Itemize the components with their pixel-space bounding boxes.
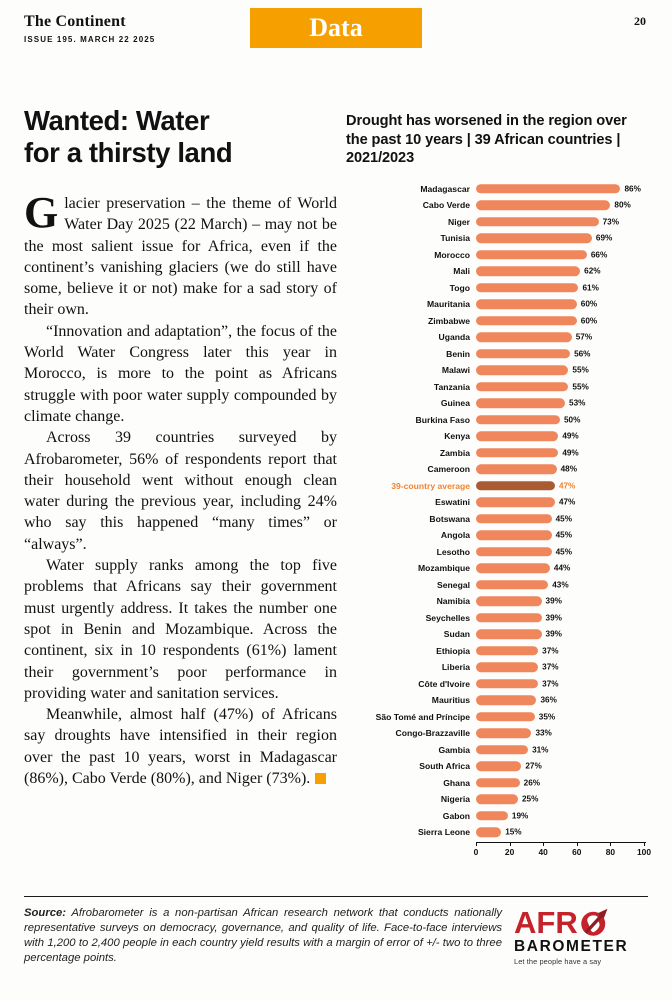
bar <box>476 762 521 772</box>
chart-row <box>346 247 652 264</box>
bar <box>476 267 580 277</box>
bar-track <box>476 742 646 759</box>
country-label: Senegal <box>437 579 470 590</box>
bar <box>476 531 552 541</box>
value-label: 49% <box>562 448 579 458</box>
chart-row <box>346 676 652 693</box>
bar <box>476 514 552 524</box>
africa-globe-icon <box>579 908 609 938</box>
logo-afr-text: AFR <box>514 905 578 940</box>
value-label: 49% <box>562 431 579 441</box>
value-label: 26% <box>523 778 541 788</box>
bar-track <box>476 808 646 825</box>
drought-bar-chart <box>346 181 652 859</box>
chart-row <box>346 428 652 445</box>
value-label: 57% <box>575 332 593 342</box>
chart-row <box>346 395 652 412</box>
country-label: Mali <box>453 266 470 277</box>
country-label: Sudan <box>443 629 470 640</box>
bar <box>476 712 535 722</box>
country-label: Sierra Leone <box>417 827 470 838</box>
article-title <box>24 105 337 169</box>
country-label: Kenya <box>444 431 470 442</box>
chart-row <box>346 461 652 478</box>
bar <box>476 366 568 376</box>
paragraph-text: lacier preservation – the theme of World Water Day 2025 (22 March) – may not be the most salient issue for Africa, even if the continent’s vanishing glaciers (we do still have some, believe it or not) make for a sad story of their own. <box>24 195 337 319</box>
country-label: Gambia <box>438 744 470 755</box>
country-label: São Tomé and Príncipe <box>375 711 470 722</box>
bar <box>476 217 599 227</box>
afrobarometer-logo <box>514 905 650 966</box>
paragraph: Water supply ranks among the top five problems that Africans say their government must urgently address. It takes the number one spot in Benin and Mozambique. Across the continent, six in 10 respondents (61%) lament their government’s poor performance in providing water and sanitation services. <box>24 557 337 702</box>
chart-row <box>346 230 652 247</box>
value-label: 37% <box>542 679 559 689</box>
bar <box>476 729 531 739</box>
country-label: Côte d'Ivoire <box>418 678 470 689</box>
chart-row <box>346 725 652 742</box>
bar <box>476 795 518 805</box>
chart-row <box>346 758 652 775</box>
chart-row <box>346 214 652 231</box>
country-label: Tunisia <box>440 233 470 244</box>
source-label: Source: <box>24 907 67 919</box>
bar-track <box>476 395 646 412</box>
country-label: Burkina Faso <box>415 414 470 425</box>
chart-row <box>346 791 652 808</box>
country-label: Congo-Brazzaville <box>395 728 470 739</box>
country-label: Cabo Verde <box>422 200 470 211</box>
bar <box>476 333 572 343</box>
value-label: 36% <box>540 695 557 705</box>
value-label: 31% <box>532 745 549 755</box>
issue-line: ISSUE 195. MARCH 22 2025 <box>24 35 156 44</box>
chart-row <box>346 560 652 577</box>
value-label: 37% <box>542 646 559 656</box>
chart-title: Drought has worsened in the region over the past 10 years | 39 African countries | 2021/2023 <box>346 113 627 166</box>
country-label: Zimbabwe <box>427 315 470 326</box>
country-label: Togo <box>449 282 470 293</box>
chart-row <box>346 577 652 594</box>
value-label: 44% <box>553 563 571 573</box>
bar <box>476 547 552 557</box>
bar-track <box>476 511 646 528</box>
bar <box>476 448 558 458</box>
value-label: 27% <box>525 761 542 771</box>
chart-x-axis <box>473 842 651 859</box>
country-label: Ghana <box>443 777 470 788</box>
bar <box>476 399 565 409</box>
bar <box>476 778 520 788</box>
chart-row <box>346 329 652 346</box>
country-label: Gabon <box>442 810 470 821</box>
axis-tick-mark <box>476 843 477 846</box>
value-label: 62% <box>584 266 601 276</box>
chart-column <box>346 112 652 859</box>
chart-row <box>346 181 652 198</box>
axis-tick-label: 20 <box>504 846 515 857</box>
chart-row <box>346 626 652 643</box>
value-label: 47% <box>558 481 576 491</box>
chart-row <box>346 296 652 313</box>
country-label: Cameroon <box>427 464 470 475</box>
value-label: 60% <box>580 316 598 326</box>
value-label: 33% <box>535 728 552 738</box>
value-label: 69% <box>595 233 613 243</box>
country-label: Mozambique <box>417 563 470 574</box>
section-banner <box>250 8 422 48</box>
value-label: 39% <box>545 596 562 606</box>
source-text: Afrobarometer is a non-partisan African research network that conducts nationally representative surveys on democracy, governance, and quality of life. Face-to-face interviews with 1,200 to 2,400 people in each country yield results with a margin of error of +/- two to three percentage points. <box>24 907 502 964</box>
country-label: Botswana <box>429 513 470 524</box>
axis-tick-label: 40 <box>538 846 548 857</box>
masthead-title: The Continent <box>24 13 126 30</box>
bar-track <box>476 593 646 610</box>
bar <box>476 481 555 491</box>
bar-track <box>476 478 646 495</box>
article-body <box>24 188 337 789</box>
chart-row <box>346 610 652 627</box>
bar-track <box>476 709 646 726</box>
value-label: 53% <box>569 398 586 408</box>
bar-track <box>476 280 646 297</box>
bar <box>476 316 577 326</box>
bar <box>476 597 542 607</box>
axis-tick-mark <box>510 843 511 846</box>
value-label: 45% <box>555 514 572 524</box>
country-label: Mauritania <box>427 299 470 310</box>
country-label: Nigeria <box>440 794 470 805</box>
bar-track <box>476 296 646 313</box>
value-label: 43% <box>552 580 569 590</box>
bar <box>476 564 550 574</box>
country-label: Guinea <box>440 398 470 409</box>
chart-row <box>346 527 652 544</box>
bar <box>476 250 587 260</box>
country-label: Mauritius <box>431 695 470 706</box>
country-label: Seychelles <box>425 612 470 623</box>
drop-cap: G <box>24 188 59 237</box>
bar-track <box>476 329 646 346</box>
country-label: Zambia <box>439 447 470 458</box>
axis-tick-label: 100 <box>637 846 651 857</box>
country-label: Angola <box>440 530 470 541</box>
value-label: 39% <box>545 613 562 623</box>
chart-row <box>346 313 652 330</box>
bar <box>476 300 577 310</box>
bar-track <box>476 197 646 214</box>
value-label: 37% <box>542 662 559 672</box>
chart-row <box>346 346 652 363</box>
chart-row <box>346 709 652 726</box>
bar-track <box>476 313 646 330</box>
bar-track <box>476 181 646 198</box>
bar-track <box>476 791 646 808</box>
bar-track <box>476 230 646 247</box>
value-label: 39% <box>545 629 562 639</box>
bar <box>476 432 558 442</box>
value-label: 60% <box>580 299 598 309</box>
logo-tagline: Let the people have a say <box>514 957 602 966</box>
bar-track <box>476 560 646 577</box>
country-label: 39-country average <box>391 480 470 491</box>
country-label: Madagascar <box>420 183 470 194</box>
chart-row <box>346 643 652 660</box>
axis-tick-label: 60 <box>572 846 582 857</box>
axis-tick-label: 0 <box>473 846 479 857</box>
bar <box>476 234 592 244</box>
bar <box>476 415 560 425</box>
bar-track <box>476 626 646 643</box>
axis-tick-label: 80 <box>605 846 616 857</box>
country-label: Malawi <box>441 365 470 376</box>
bar <box>476 349 570 359</box>
value-label: 25% <box>522 794 539 804</box>
footer-divider <box>24 896 648 897</box>
bar-track <box>476 659 646 676</box>
bar <box>476 613 542 623</box>
chart-row <box>346 824 652 841</box>
value-label: 35% <box>538 712 556 722</box>
chart-row <box>346 544 652 561</box>
end-mark <box>315 773 326 784</box>
paragraph <box>24 704 337 789</box>
bar-track <box>476 544 646 561</box>
bar-track <box>476 346 646 363</box>
bar <box>476 745 528 755</box>
chart-row <box>346 593 652 610</box>
bar-track <box>476 428 646 445</box>
country-label: Uganda <box>438 332 470 343</box>
bar <box>476 201 610 211</box>
chart-row <box>346 478 652 495</box>
country-label: South Africa <box>419 761 470 772</box>
chart-row <box>346 692 652 709</box>
axis-tick-mark <box>577 843 578 846</box>
bar <box>476 498 555 508</box>
paragraph <box>24 188 337 321</box>
value-label: 55% <box>572 365 589 375</box>
value-label: 55% <box>572 382 589 392</box>
value-label: 50% <box>564 415 581 425</box>
bar-track <box>476 263 646 280</box>
chart-row <box>346 197 652 214</box>
axis-tick-mark <box>644 843 645 846</box>
chart-row <box>346 412 652 429</box>
bar-track <box>476 692 646 709</box>
article-column <box>24 105 337 789</box>
bar-track <box>476 527 646 544</box>
bar-track <box>476 379 646 396</box>
chart-row <box>346 280 652 297</box>
logo-wordmark-afro <box>514 905 650 940</box>
value-label: 45% <box>555 547 572 557</box>
bar-track <box>476 775 646 792</box>
bar <box>476 679 538 689</box>
value-label: 86% <box>624 184 641 194</box>
bar <box>476 663 538 673</box>
bar-track <box>476 676 646 693</box>
bar-track <box>476 494 646 511</box>
masthead <box>24 13 155 44</box>
country-label: Eswatini <box>435 497 470 508</box>
bar <box>476 465 557 475</box>
country-label: Tanzania <box>433 381 470 392</box>
bar-track <box>476 412 646 429</box>
bar <box>476 283 578 293</box>
page-number: 20 <box>634 14 646 28</box>
chart-row <box>346 362 652 379</box>
bar-track <box>476 643 646 660</box>
bar <box>476 184 620 194</box>
value-label: 66% <box>590 250 608 260</box>
bar <box>476 646 538 656</box>
bar-track <box>476 725 646 742</box>
chart-row <box>346 808 652 825</box>
bar-track <box>476 362 646 379</box>
article-title-line1: Wanted: Water <box>24 105 210 136</box>
paragraph: “Innovation and adaptation”, the focus of the World Water Congress later this year in Morocco, is more to the point as Africans struggle with poor water supply compounded by climate change. <box>24 322 337 425</box>
bar <box>476 696 536 706</box>
chart-row <box>346 494 652 511</box>
bar-track <box>476 461 646 478</box>
value-label: 19% <box>511 811 529 821</box>
section-banner-label: Data <box>309 13 363 42</box>
chart-rows <box>346 181 652 841</box>
bar-track <box>476 577 646 594</box>
chart-row <box>346 742 652 759</box>
value-label: 15% <box>505 827 522 837</box>
chart-row <box>346 511 652 528</box>
bar <box>476 811 508 821</box>
chart-row <box>346 445 652 462</box>
bar-track <box>476 247 646 264</box>
chart-row <box>346 775 652 792</box>
country-label: Liberia <box>441 662 470 673</box>
value-label: 47% <box>558 497 576 507</box>
value-label: 45% <box>555 530 572 540</box>
paragraph-text: Meanwhile, almost half (47%) of Africans say droughts have intensified in their region over the past 10 years, worst in Madagascar (86%), Cabo Verde (80%), and Niger (73%). <box>24 706 337 788</box>
bar-track <box>476 758 646 775</box>
bar <box>476 630 542 640</box>
country-label: Benin <box>446 348 470 359</box>
bar-track <box>476 445 646 462</box>
axis-tick-mark <box>610 843 611 846</box>
country-label: Lesotho <box>436 546 470 557</box>
value-label: 61% <box>582 283 599 293</box>
logo-wordmark-barometer: BAROMETER <box>514 938 629 955</box>
chart-row <box>346 263 652 280</box>
country-label: Niger <box>448 216 470 227</box>
bar-track <box>476 214 646 231</box>
value-label: 56% <box>574 349 591 359</box>
article-title-line2: for a thirsty land <box>24 137 233 168</box>
bar-track <box>476 610 646 627</box>
value-label: 80% <box>614 200 631 210</box>
paragraph: Across 39 countries surveyed by Afrobarometer, 56% of respondents report that their household went without enough clean water during the previous year, including 24% who say this happened “many times” or “always”. <box>24 429 337 553</box>
axis-tick-mark <box>543 843 544 846</box>
country-label: Morocco <box>434 249 470 260</box>
bar <box>476 828 501 838</box>
chart-row <box>346 379 652 396</box>
country-label: Namibia <box>436 596 470 607</box>
bar-track <box>476 824 646 841</box>
chart-row <box>346 659 652 676</box>
source-note <box>24 906 502 966</box>
bar <box>476 382 568 392</box>
value-label: 48% <box>560 464 578 474</box>
country-label: Ethiopia <box>436 645 470 656</box>
value-label: 73% <box>602 217 620 227</box>
bar <box>476 580 548 590</box>
